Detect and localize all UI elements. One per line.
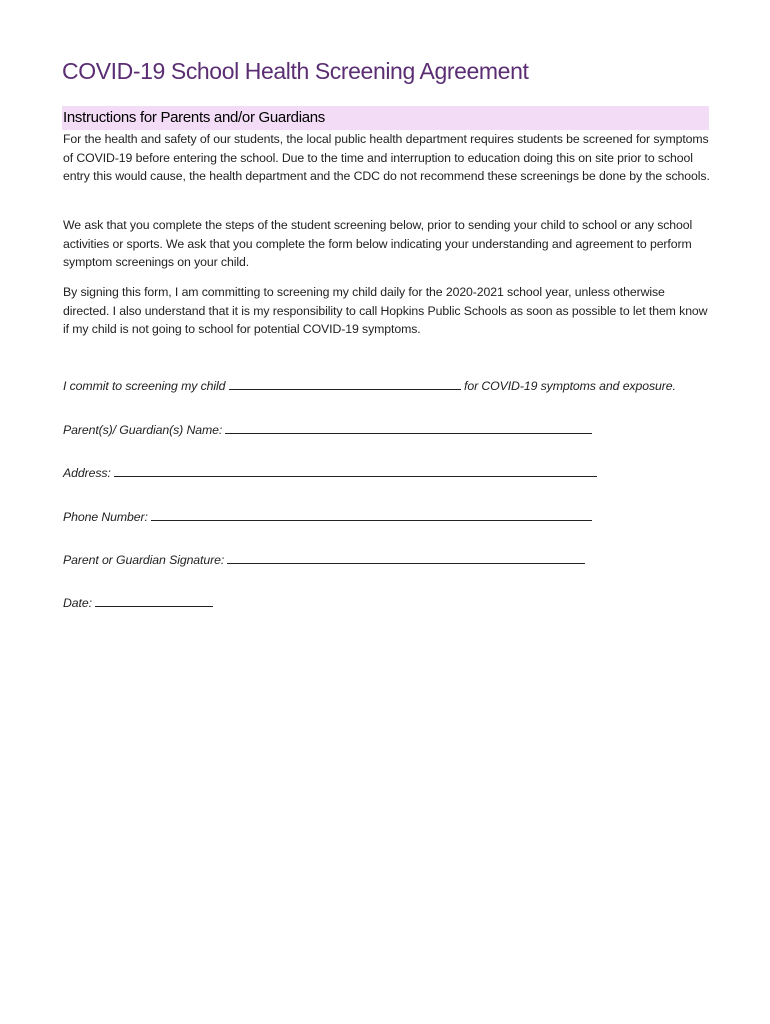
address-field [63,465,597,480]
guardian-name-field [63,422,592,437]
paragraph-complete-steps: We ask that you complete the steps of the student screening below, prior to sending your child to school or any school activities or sports. We ask that you complete the form below indicating your understanding and agreement to perform symptom screenings on your child. [63,218,693,270]
commit-suffix-label: for COVID-19 symptoms and exposure. [460,379,676,393]
signature-field [63,552,585,567]
child-name-line[interactable] [229,378,461,390]
signature-label: Parent or Guardian Signature: [63,553,228,567]
address-line[interactable] [114,465,597,477]
commit-field [63,378,676,393]
date-field [63,595,213,610]
guardian-name-label: Parent(s)/ Guardian(s) Name: [63,423,226,437]
date-line[interactable] [95,595,213,607]
signature-line[interactable] [227,552,585,564]
phone-line[interactable] [151,509,592,521]
guardian-name-line[interactable] [225,422,592,434]
document-title: COVID-19 School Health Screening Agreement [62,58,529,84]
phone-field [63,509,592,524]
paragraph-commitment: By signing this form, I am committing to screening my child daily for the 2020-2021 school year, unless otherwise directed. I also understand that it is my responsibility to call Hopkins Public Schools as soon as possible to let them know if my child is not going to school for potential COVID-19 symptoms. [63,285,708,337]
section-heading: Instructions for Parents and/or Guardians [62,106,709,130]
paragraph-health-safety: For the health and safety of our students, the local public health department requires students be screened for symptoms of COVID-19 before entering the school. Due to the time and interruption to education doing this on site prior to school entry this would cause, the health department and the CDC do not recommend these screenings be done by the schools. [63,132,710,184]
date-label: Date: [63,596,96,610]
commit-prefix-label: I commit to screening my child [63,379,229,393]
address-label: Address: [63,466,115,480]
phone-label: Phone Number: [63,510,152,524]
